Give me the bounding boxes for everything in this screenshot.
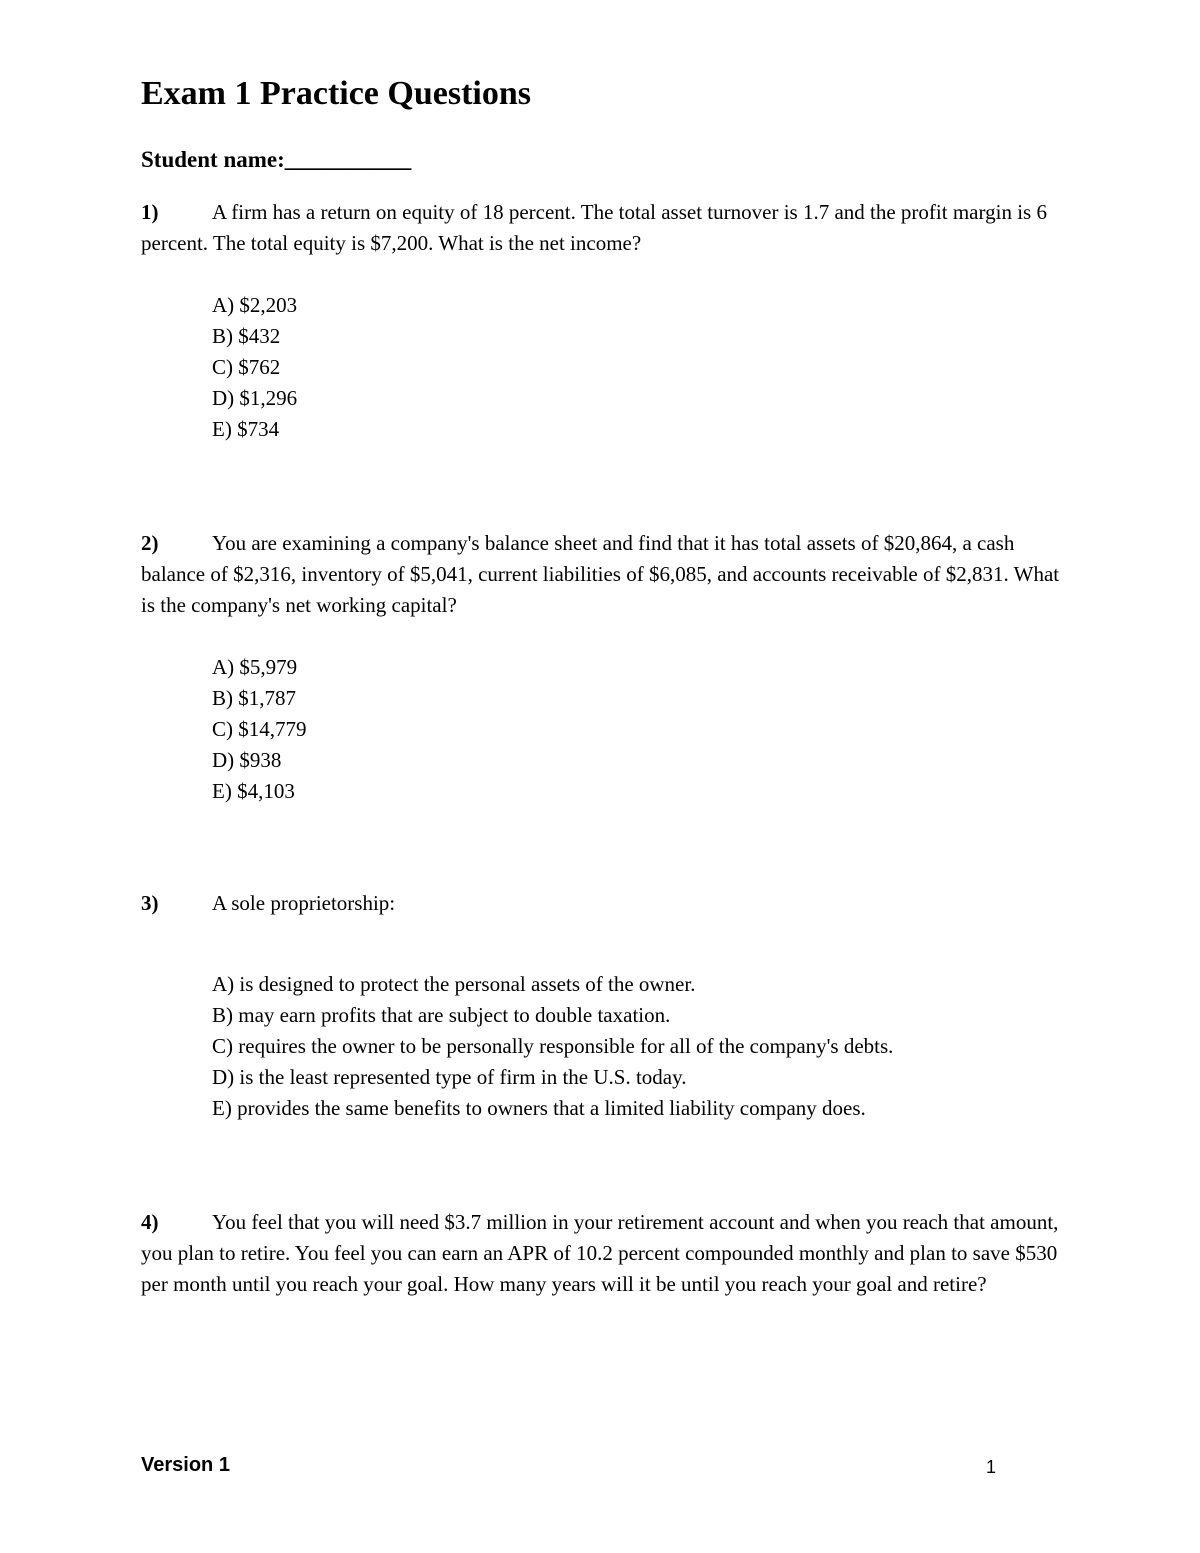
answer-option: C) $14,779 <box>212 717 307 741</box>
answer-option: D) $938 <box>212 748 282 772</box>
question-text: You are examining a company's balance sheet and find that it has total assets of $20,864, a cash balance of $2,316, inventory of $5,041, current liabilities of $6,085, and accounts receivable of $2,831. What is the company's net working capital? <box>141 531 1060 617</box>
footer-version: Version 1 <box>141 1454 230 1476</box>
question-1-text-block <box>141 197 1061 259</box>
answer-option: B) $432 <box>212 324 281 348</box>
answer-options <box>212 652 307 807</box>
question-4-text-block <box>141 1207 1061 1300</box>
answer-option: D) is the least represented type of firm in the U.S. today. <box>212 1065 687 1089</box>
question-number: 4) <box>141 1210 159 1234</box>
question-2-text-block <box>141 528 1061 621</box>
question-number: 3) <box>141 891 159 915</box>
question-number: 1) <box>141 200 159 224</box>
answer-options <box>212 290 297 445</box>
student-name-label: Student name:___________ <box>141 147 412 172</box>
question-3-text-block <box>141 888 1061 919</box>
answer-option: C) $762 <box>212 355 281 379</box>
answer-option: C) requires the owner to be personally responsible for all of the company's debts. <box>212 1034 894 1058</box>
answer-option: A) is designed to protect the personal assets of the owner. <box>212 972 696 996</box>
question-text: A firm has a return on equity of 18 percent. The total asset turnover is 1.7 and the profit margin is 6 percent. The total equity is $7,200. What is the net income? <box>141 200 1047 255</box>
question-4 <box>141 1207 1061 1300</box>
question-text: A sole proprietorship: <box>212 891 396 915</box>
question-number: 2) <box>141 531 159 555</box>
question-text: You feel that you will need $3.7 million in your retirement account and when you reach that amount, you plan to retire. You feel you can earn an APR of 10.2 percent compounded monthly and plan to save $530 per month until you reach your goal. How many years will it be until you reach your goal and retire? <box>141 1210 1059 1296</box>
answer-option: E) $734 <box>212 417 280 441</box>
answer-option: E) $4,103 <box>212 779 295 803</box>
answer-option: B) may earn profits that are subject to double taxation. <box>212 1003 671 1027</box>
answer-option: E) provides the same benefits to owners that a limited liability company does. <box>212 1096 866 1120</box>
footer-page-number: 1 <box>986 1457 997 1477</box>
answer-option: A) $5,979 <box>212 655 298 679</box>
answer-option: A) $2,203 <box>212 293 298 317</box>
question-1 <box>141 197 1061 441</box>
answer-option: D) $1,296 <box>212 386 298 410</box>
answer-option: B) $1,787 <box>212 686 296 710</box>
question-2 <box>141 528 1061 803</box>
answer-options <box>212 969 893 1124</box>
question-3 <box>141 888 1061 1120</box>
page-title: Exam 1 Practice Questions <box>141 75 531 112</box>
